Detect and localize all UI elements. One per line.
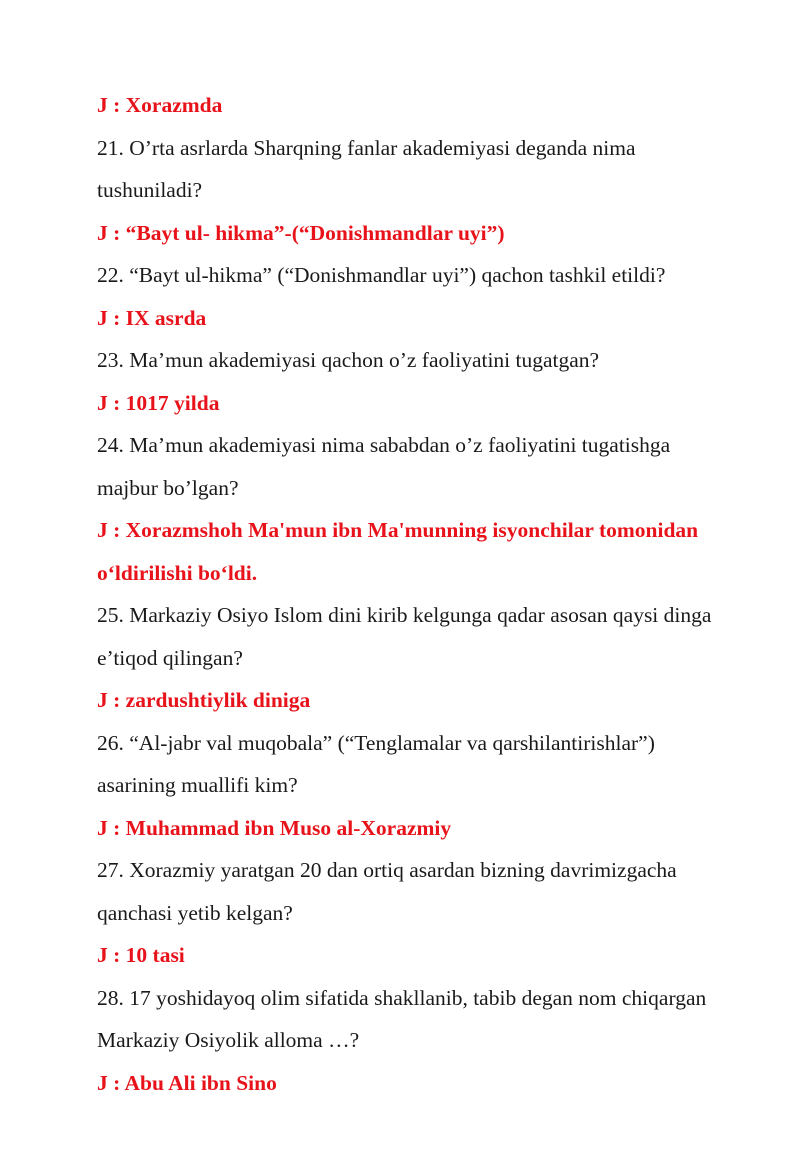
answer-line: J : 10 tasi xyxy=(97,943,185,967)
document-page xyxy=(97,84,792,1104)
question-line: Markaziy Osiyolik alloma …? xyxy=(97,1028,360,1052)
answer-line: J : Muhammad ibn Muso al-Xorazmiy xyxy=(97,815,452,840)
answer-line: J : Abu Ali ibn Sino xyxy=(97,1070,277,1095)
question-line: 25. Markaziy Osiyo Islom dini kirib kelgunga qadar asosan qaysi dinga xyxy=(97,603,712,627)
question-line: 24. Ma’mun akademiyasi nima sababdan o’z faoliyatini tugatishga xyxy=(97,433,671,457)
question-line: 21. O’rta asrlarda Sharqning fanlar akademiyasi deganda nima xyxy=(97,135,636,160)
answer-line: J : zardushtiylik diniga xyxy=(97,688,311,712)
question-line: 23. Ma’mun akademiyasi qachon o’z faoliyatini tugatgan? xyxy=(97,348,600,372)
answer-line: J : “Bayt ul- hikma”-(“Donishmandlar uyi”) xyxy=(97,220,505,245)
question-line: 28. 17 yoshidayoq olim sifatida shakllanib, tabib degan nom chiqargan xyxy=(97,985,707,1010)
answer-line: o‘ldirilishi bo‘ldi. xyxy=(97,560,258,585)
question-line: 26. “Al-jabr val muqobala” (“Tenglamalar va qarshilantirishlar”) xyxy=(97,730,655,755)
answer-line: J : Xorazmshoh Ma'mun ibn Ma'munning isyonchilar tomonidan xyxy=(97,518,699,542)
question-line: asarining muallifi kim? xyxy=(97,773,298,797)
question-line: tushuniladi? xyxy=(97,178,203,202)
question-line: qanchasi yetib kelgan? xyxy=(97,900,293,925)
question-line: 27. Xorazmiy yaratgan 20 dan ortiq asardan bizning davrimizgacha xyxy=(97,858,677,882)
question-line: e’tiqod qilingan? xyxy=(97,645,243,670)
answer-line: J : 1017 yilda xyxy=(97,390,220,415)
answer-line: J : IX asrda xyxy=(97,305,207,330)
question-line: majbur bo’lgan? xyxy=(97,475,239,500)
answer-line: J : Xorazmda xyxy=(97,93,223,117)
question-line: 22. “Bayt ul-hikma” (“Donishmandlar uyi”) qachon tashkil etildi? xyxy=(97,263,666,287)
